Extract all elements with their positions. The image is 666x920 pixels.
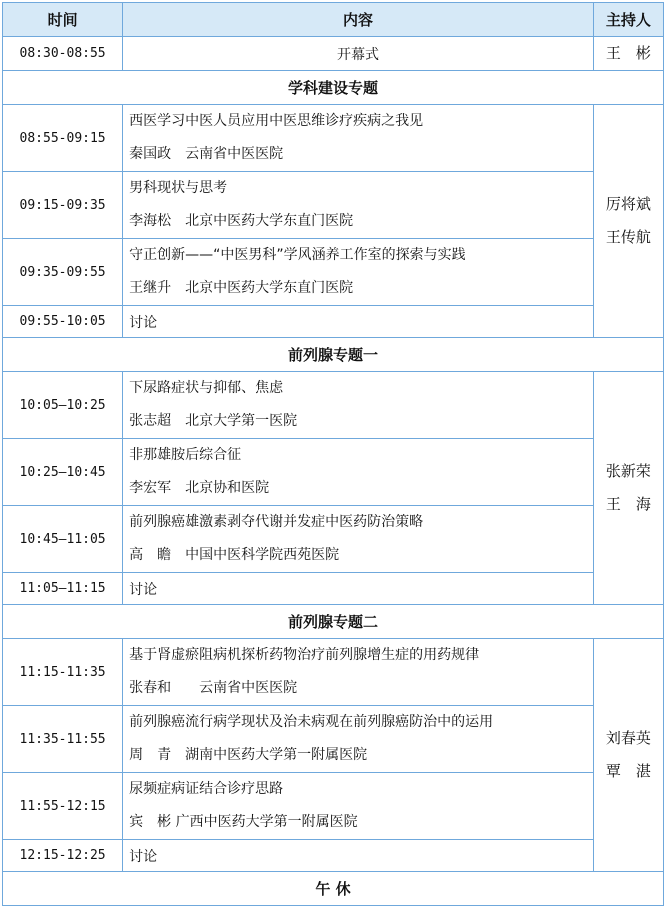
host-name: 张新荣 xyxy=(605,462,651,480)
opening-row xyxy=(3,37,664,71)
section-hosts xyxy=(593,639,663,872)
session-time: 08:55-09:15 xyxy=(3,105,123,172)
section-title: 学科建设专题 xyxy=(3,71,664,105)
session-row xyxy=(3,506,664,573)
session-topic: 讨论 xyxy=(123,573,594,605)
session-speaker: 李海松 北京中医药大学东直门医院 xyxy=(129,213,354,229)
opening-content: 开幕式 xyxy=(123,37,594,71)
session-time: 11:55-12:15 xyxy=(3,773,123,840)
session-topic: 西医学习中医人员应用中医思维诊疗疾病之我见 xyxy=(129,113,424,129)
session-content xyxy=(123,439,594,506)
session-row xyxy=(3,172,664,239)
session-speaker: 周 青 湖南中医药大学第一附属医院 xyxy=(129,747,368,763)
session-time: 09:15-09:35 xyxy=(3,172,123,239)
session-speaker: 张春和 云南省中医医院 xyxy=(129,680,298,696)
section-title: 前列腺专题二 xyxy=(3,605,664,639)
session-speaker: 秦国政 云南省中医医院 xyxy=(129,146,284,162)
session-speaker: 李宏军 北京协和医院 xyxy=(129,480,270,496)
lunch-row xyxy=(3,872,664,906)
session-speaker: 王继升 北京中医药大学东直门医院 xyxy=(129,280,354,296)
session-content xyxy=(123,506,594,573)
session-topic: 基于肾虚瘀阻病机探析药物治疗前列腺增生症的用药规律 xyxy=(129,647,480,663)
session-time: 11:15-11:35 xyxy=(3,639,123,706)
session-time: 10:25—10:45 xyxy=(3,439,123,506)
session-content xyxy=(123,706,594,773)
header-time: 时间 xyxy=(3,3,123,37)
discussion-row xyxy=(3,840,664,872)
host-name: 刘春英 xyxy=(605,729,651,747)
session-topic: 非那雄胺后综合征 xyxy=(129,447,242,463)
host-name: 覃 湛 xyxy=(605,762,651,780)
schedule-table xyxy=(2,2,664,906)
session-content xyxy=(123,105,594,172)
session-time: 10:45—11:05 xyxy=(3,506,123,573)
session-speaker: 张志超 北京大学第一医院 xyxy=(129,413,298,429)
session-topic: 守正创新——“中医男科”学风涵养工作室的探索与实践 xyxy=(129,247,466,263)
discussion-row xyxy=(3,573,664,605)
header-host: 主持人 xyxy=(593,3,663,37)
section-title-row xyxy=(3,338,664,372)
session-time: 09:35-09:55 xyxy=(3,239,123,306)
section-hosts xyxy=(593,105,663,338)
section-title-row xyxy=(3,605,664,639)
header-row xyxy=(3,3,664,37)
session-content xyxy=(123,773,594,840)
session-topic: 尿频症病证结合诊疗思路 xyxy=(129,781,284,797)
session-row xyxy=(3,239,664,306)
session-topic: 男科现状与思考 xyxy=(129,180,228,196)
opening-time: 08:30-08:55 xyxy=(3,37,123,71)
section-title: 前列腺专题一 xyxy=(3,338,664,372)
session-row xyxy=(3,639,664,706)
session-content xyxy=(123,639,594,706)
session-speaker: 高 瞻 中国中医科学院西苑医院 xyxy=(129,547,340,563)
session-row xyxy=(3,706,664,773)
session-row xyxy=(3,773,664,840)
session-time: 09:55-10:05 xyxy=(3,306,123,338)
session-topic: 讨论 xyxy=(123,306,594,338)
host-name: 王传航 xyxy=(605,228,651,246)
session-time: 12:15-12:25 xyxy=(3,840,123,872)
session-speaker: 宾 彬 广西中医药大学第一附属医院 xyxy=(129,814,358,830)
session-content xyxy=(123,372,594,439)
session-topic: 前列腺癌流行病学现状及治未病观在前列腺癌防治中的运用 xyxy=(129,714,494,730)
session-topic: 前列腺癌雄激素剥夺代谢并发症中医药防治策略 xyxy=(129,514,424,530)
session-row xyxy=(3,439,664,506)
section-title-row xyxy=(3,71,664,105)
session-content xyxy=(123,239,594,306)
discussion-row xyxy=(3,306,664,338)
session-topic: 下尿路症状与抑郁、焦虑 xyxy=(129,380,284,396)
session-time: 10:05—10:25 xyxy=(3,372,123,439)
session-time: 11:05—11:15 xyxy=(3,573,123,605)
lunch-label: 午 休 xyxy=(3,872,664,906)
session-row xyxy=(3,372,664,439)
header-content: 内容 xyxy=(123,3,594,37)
host-name: 厉将斌 xyxy=(605,195,651,213)
section-hosts xyxy=(593,372,663,605)
host-name: 王 海 xyxy=(605,495,651,513)
opening-host: 王 彬 xyxy=(593,37,663,71)
session-content xyxy=(123,172,594,239)
session-time: 11:35-11:55 xyxy=(3,706,123,773)
session-row xyxy=(3,105,664,172)
session-topic: 讨论 xyxy=(123,840,594,872)
